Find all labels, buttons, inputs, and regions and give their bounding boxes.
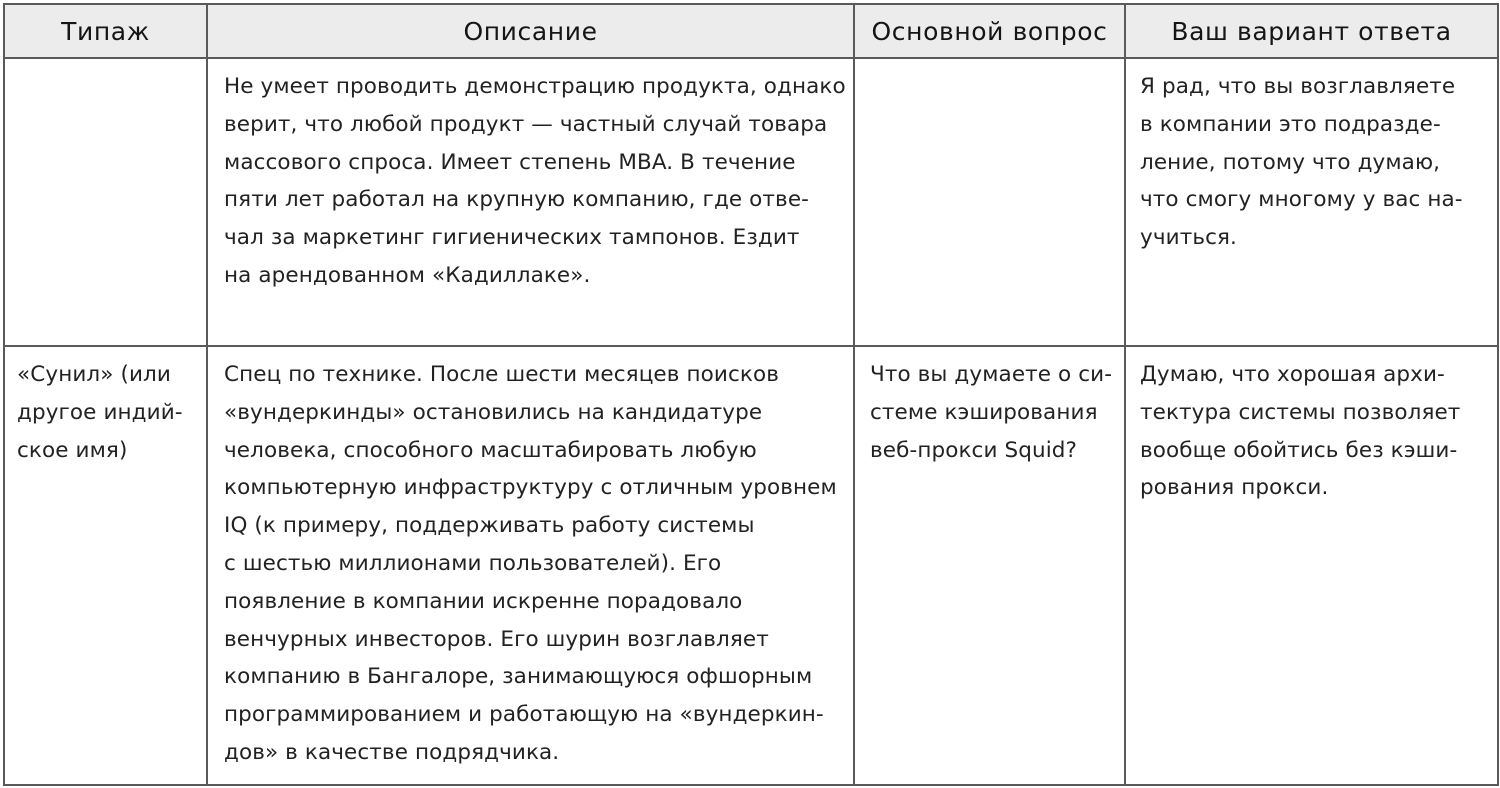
description-cell (207, 58, 854, 346)
answer-text: Я рад, что вы возглавляете в компании это подразде- ление, потому что думаю, что смогу многому у вас на- учиться. (1140, 74, 1463, 251)
description-text: Спец по технике. После шести месяцев поисков «вундеркинды» остановились на кандидатуре человека, способного масштабировать любую компьютерную инфраструктуру с отличным уровнем IQ (к примеру, поддерживать работу системы с шестью миллионами пользователей). Его появление в компании искренне порадовало венчурных инвесторов. Его шурин возглавляет компанию в Бангалоре, занимающуюся офшорным программированием и работающую на «вундеркин- дов» в качестве подрядчика. (224, 362, 837, 765)
table-row (4, 346, 1498, 785)
answer-cell (1125, 58, 1498, 346)
type-text (5, 59, 206, 68)
description-text: Не умеет проводить демонстрацию продукта, однако верит, что любой продукт — частный случай товара массового спроса. Имеет степень MBA. В течение пяти лет работал на крупную компанию, где отве- чал за маркетинг гигиенических тампонов. Ездит на арендованном «Кадиллаке». (224, 74, 846, 288)
question-text: Что вы думаете о си- стеме кэширования веб-прокси Squid? (870, 362, 1113, 463)
header-type: Типаж (4, 4, 207, 58)
description-cell (207, 346, 854, 785)
answer-cell (1125, 346, 1498, 785)
question-cell (854, 58, 1125, 346)
header-row (4, 4, 1498, 58)
answer-text: Думаю, что хорошая архи- тектура системы позволяет вообще обойтись без кэши- рования прокси. (1140, 362, 1461, 501)
question-cell (854, 346, 1125, 785)
table-row (4, 58, 1498, 346)
type-cell (4, 346, 207, 785)
header-question: Основной вопрос (854, 4, 1125, 58)
question-text (855, 59, 1124, 68)
header-description: Описание (207, 4, 854, 58)
header-answer: Ваш вариант ответа (1125, 4, 1498, 58)
type-text: «Сунил» (или другое индий- ское имя) (17, 362, 183, 463)
persona-table (3, 3, 1499, 786)
type-cell (4, 58, 207, 346)
